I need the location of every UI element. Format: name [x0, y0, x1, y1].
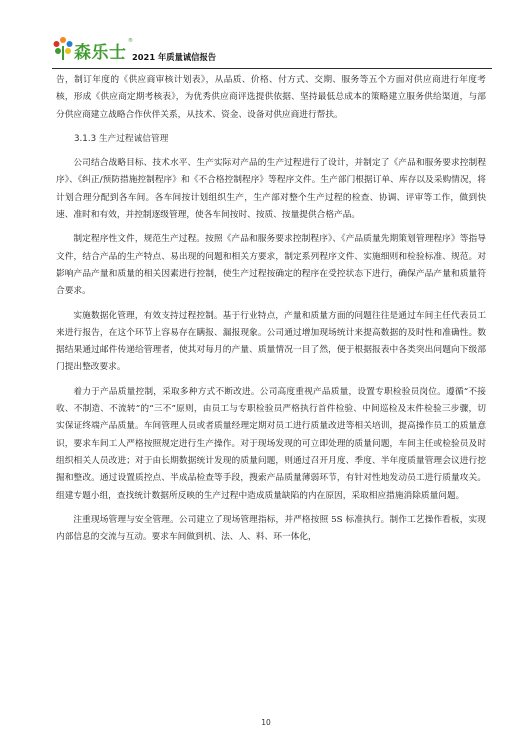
page-header	[52, 34, 492, 69]
flower-logo-icon	[52, 36, 74, 62]
paragraph-production-design: 公司结合战略目标、技术水平、生产实际对产品的生产过程进行了设计，并制定了《产品和服务要求控制程序》、《纠正/预防措施控制程序》和《不合格控制程序》等程序文件。生产部门根据订单、库存以及采购情况，将计划合理分配到各车间。各车间按计划组织生产，生产部对整个生产过程的检查、协调、评审等工作，做到快速、准时和有效，并控制逐级管理，使各车间按时、按质、按量提供合格产品。	[56, 158, 486, 221]
page-number: 10	[261, 718, 271, 727]
paragraph-data-management: 实施数据化管理，有效支持过程控制。基于行业特点，产量和质量方面的问题往往是通过车间主任代表员工来进行报告，在这个环节上容易存在瞒报、漏报现象。公司通过增加现场统计来提高数据的及时性和准确性。数据结果通过邮件传递给管理者，使其对每月的产量、质量情况一目了然，便于根据报表中各类突出问题向下级部门提出整改要求。	[56, 310, 486, 373]
logo-text: 森乐士	[74, 43, 127, 63]
paragraph-supplier-assessment: 告，制订年度的《供应商审核计划表》，从品质、价格、付方式、交期、服务等五个方面对供应商进行年度考核，形成《供应商定期考核表》，为优秀供应商评选提供依据、坚持最低总成本的策略建立服务供给渠道，与部分供应商建立战略合作伙伴关系，从技术、资金、设备对供应商进行帮扶。	[56, 75, 486, 120]
document-body	[56, 72, 486, 546]
paragraph-quality-control: 着力于产品质量控制，采取多种方式不断改进。公司高度重视产品质量，设置专职检验员岗位。遵循“不接收、不制造、不流转”的“三不”原则，由员工与专职检验员严格执行首件检验、中间巡检及末件检验三步骤，切实保证终端产品质量。车间管理人员或者质量经理定期对员工进行质量改进等相关培训，提高操作员工的质量意识，要求车间工人严格按照规定进行生产操作。对于现场发现的可立即处理的质量问题，车间主任或检验员及时组织相关人员改进；对于由长期数据统计发现的质量问题，则通过召开月度、季度、半年度质量管理会议进行挖掘和整改。通过设置质控点、半成品检查等手段，搜索产品质量薄弱环节，有针对性地发动员工进行质量攻关。组建专题小组，查找统计数据所反映的生产过程中造成质量缺陷的内在原因，采取相应措施消除质量问题。	[56, 386, 486, 501]
paragraph-site-safety: 注重现场管理与安全管理。公司建立了现场管理指标，并严格按照 5S 标准执行。制作工艺操作看板，实现内部信息的交流与互动。要求车间做到机、法、人、料、环一体化，	[56, 514, 486, 543]
paragraph-procedure-documents: 制定程序性文件，规范生产过程。按照《产品和服务要求控制程序》、《产品质量先期策划管理程序》等指导文件，结合产品的生产特点、易出现的问题和相关方要求，制定系列程序文件、实施细则和检验标准、规范。对影响产品产量和质量的相关因素进行控制，使生产过程按确定的程序在受控状态下进行，确保产品产量和质量符合要求。	[56, 234, 486, 297]
report-title: 2021 年质量诚信报告	[132, 52, 217, 62]
trademark-icon: ®	[128, 38, 133, 44]
section-heading: 3.1.3 生产过程诚信管理	[74, 133, 169, 144]
